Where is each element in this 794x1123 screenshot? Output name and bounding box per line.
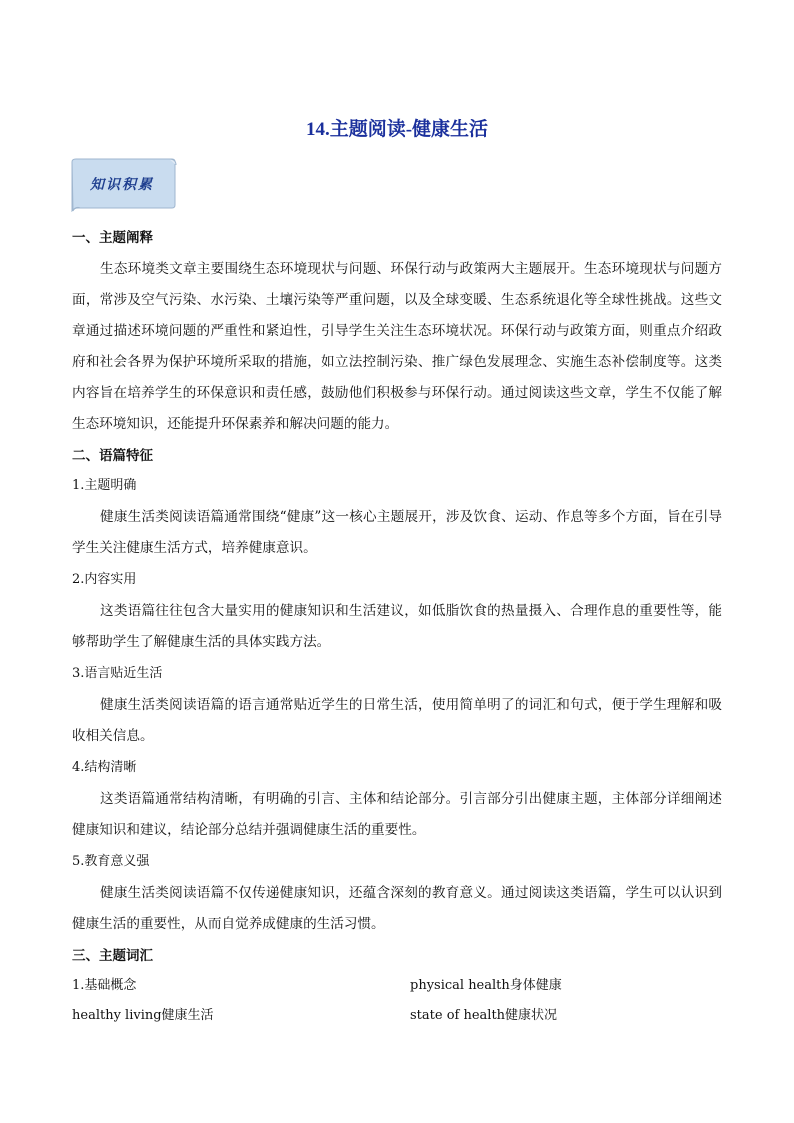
feature-4-label: 4.结构清晰 <box>72 760 137 775</box>
section2-heading: 二、语篇特征 <box>72 448 153 464</box>
feature-4-paragraph: 这类语篇通常结构清晰，有明确的引言、主体和结论部分。引言部分引出健康主题，主体部分详细阐述健康知识和建议，结论部分总结并强调健康生活的重要性。 <box>72 791 722 838</box>
feature-2-label: 2.内容实用 <box>72 572 137 587</box>
banner-label: 知识积累 <box>90 177 154 193</box>
feature-5-label: 5.教育意义强 <box>72 854 150 869</box>
vocab-right: state of health健康状况 <box>410 1008 558 1023</box>
feature-5-paragraph: 健康生活类阅读语篇不仅传递健康知识，还蕴含深刻的教育意义。通过阅读这类语篇，学生可以认识到健康生活的重要性，从而自觉养成健康的生活习惯。 <box>72 885 722 932</box>
vocab-row <box>72 1006 722 1026</box>
feature-2-paragraph: 这类语篇往往包含大量实用的健康知识和生活建议，如低脂饮食的热量摄入、合理作息的重要性等，能够帮助学生了解健康生活的具体实践方法。 <box>72 603 722 650</box>
feature-3-label: 3.语言贴近生活 <box>72 666 163 681</box>
knowledge-banner <box>70 158 178 212</box>
feature-3-paragraph: 健康生活类阅读语篇的语言通常贴近学生的日常生活，使用简单明了的词汇和句式，便于学生理解和吸收相关信息。 <box>72 697 722 744</box>
section1-paragraph: 生态环境类文章主要围绕生态环境现状与问题、环保行动与政策两大主题展开。生态环境现状与问题方面，常涉及空气污染、水污染、土壤污染等严重问题，以及全球变暖、生态系统退化等全球性挑战。这些文章通过描述环境问题的严重性和紧迫性，引导学生关注生态环境状况。环保行动与政策方面，则重点介绍政府和社会各界为保护环境所采取的措施，如立法控制污染、推广绿色发展理念、实施生态补偿制度等。这类内容旨在培养学生的环保意识和责任感，鼓励他们积极参与环保行动。通过阅读这些文章，学生不仅能了解生态环境知识，还能提升环保素养和解决问题的能力。 <box>72 261 722 432</box>
section3-heading: 三、主题词汇 <box>72 948 153 964</box>
feature-1-paragraph: 健康生活类阅读语篇通常围绕“健康”这一核心主题展开，涉及饮食、运动、作息等多个方面，旨在引导学生关注健康生活方式，培养健康意识。 <box>72 509 722 556</box>
vocab-left: healthy living健康生活 <box>72 1008 214 1023</box>
feature-1-label: 1.主题明确 <box>72 478 137 493</box>
section1-heading: 一、主题阐释 <box>72 230 153 246</box>
vocab-row <box>72 976 722 996</box>
document-body <box>72 228 722 1026</box>
vocab-left: 1.基础概念 <box>72 978 137 993</box>
page-title: 14.主题阅读-健康生活 <box>305 119 489 140</box>
vocab-right: physical health身体健康 <box>410 978 562 993</box>
